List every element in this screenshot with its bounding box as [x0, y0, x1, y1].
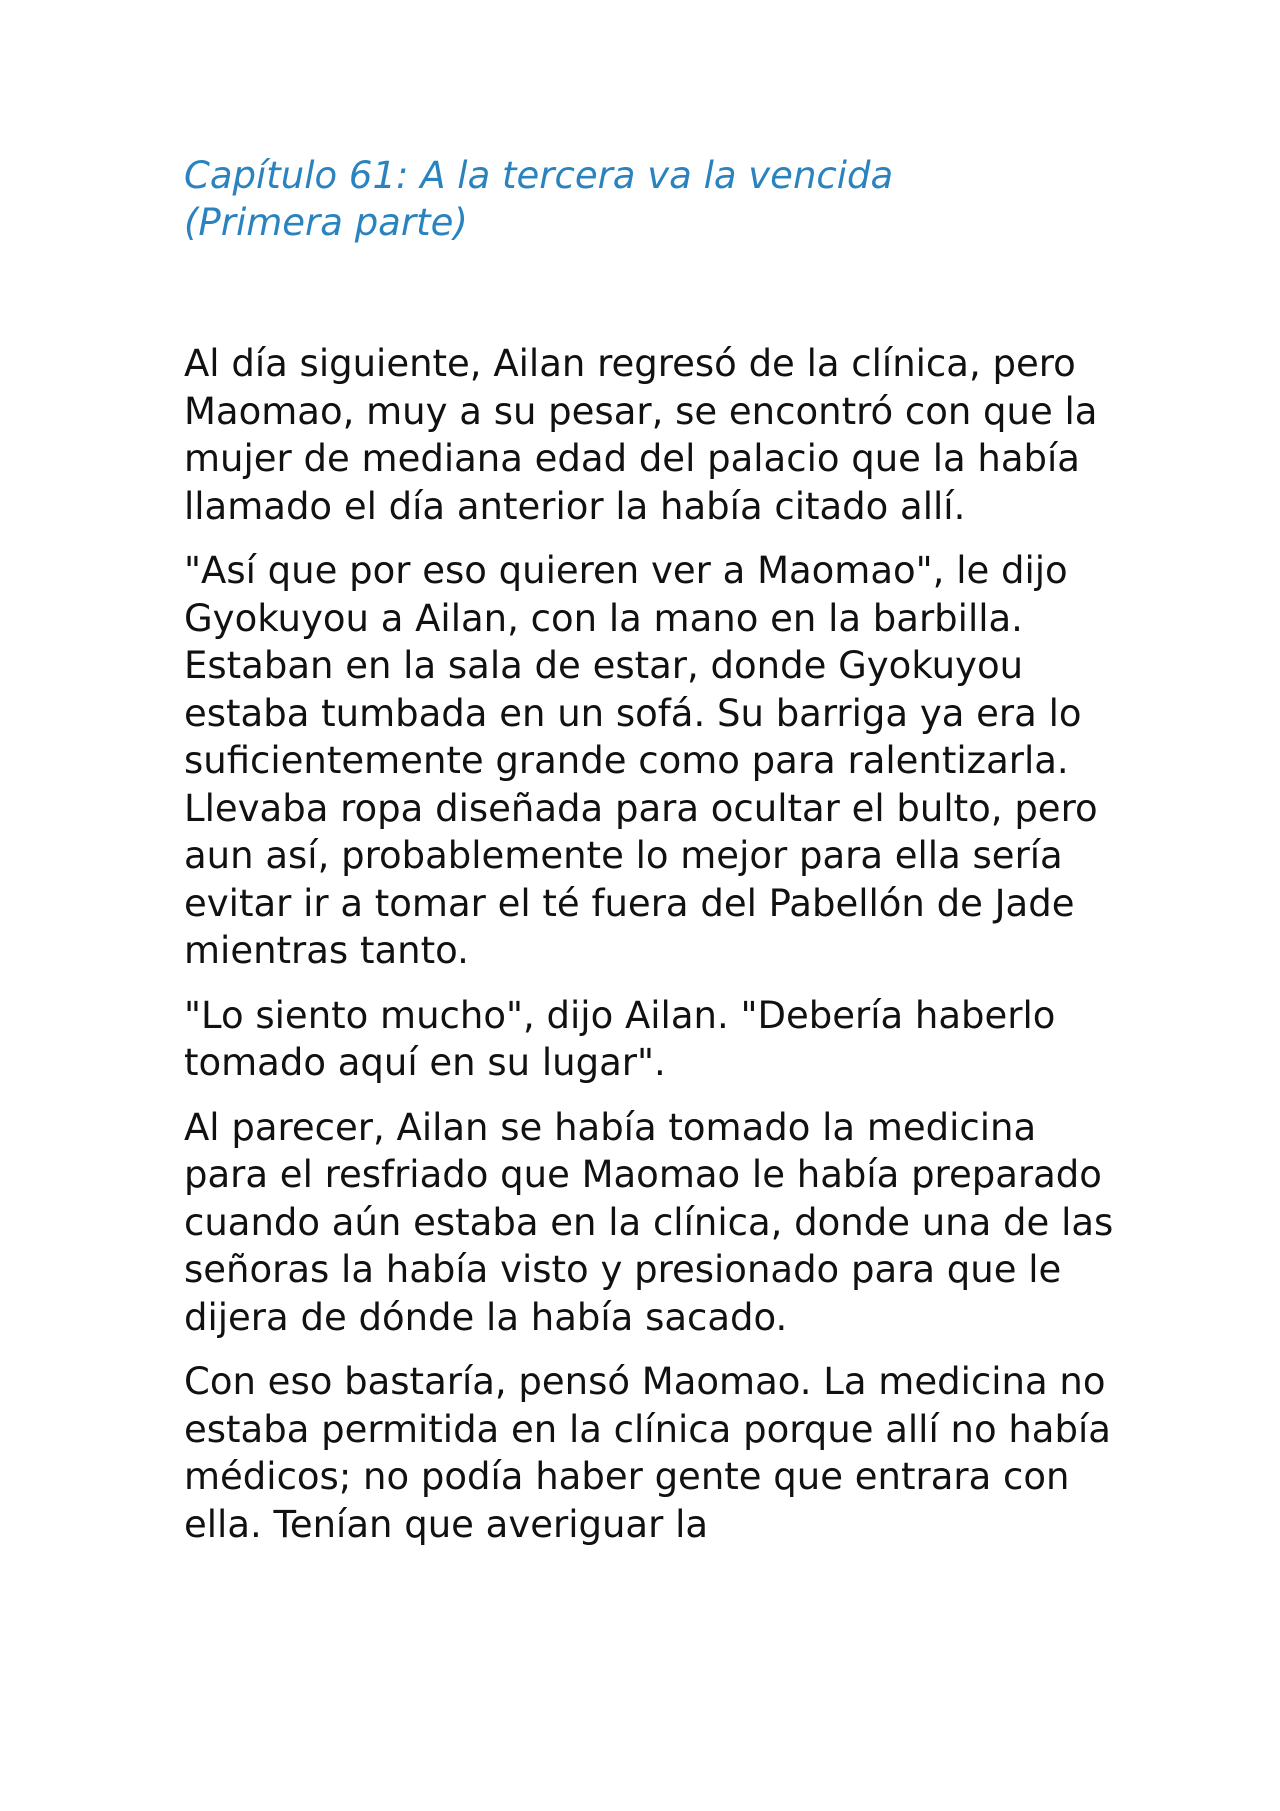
chapter-title: [184, 152, 1124, 246]
paragraph-3: "Lo siento mucho", dijo Ailan. "Debería haberlo tomado aquí en su lugar".: [184, 993, 1056, 1084]
paragraph-5: Con eso bastaría, pensó Maomao. La medicina no estaba permitida en la clínica porque allí no había médicos; no podía haber gente que entrara con ella. Tenían que averiguar la: [184, 1360, 1111, 1546]
chapter-title-line1: Capítulo 61: A la tercera va la vencida: [184, 154, 894, 197]
body-text: [184, 340, 1124, 1548]
paragraph-4: Al parecer, Ailan se había tomado la medicina para el resfriado que Maomao le había preparado cuando aún estaba en la clínica, donde una de las señoras la había visto y presionado para que le dijera de dónde la había sacado.: [184, 1105, 1114, 1339]
document-page: [184, 152, 1124, 1565]
paragraph-2: "Así que por eso quieren ver a Maomao", le dijo Gyokuyou a Ailan, con la mano en la barbilla. Estaban en la sala de estar, donde Gyokuyou estaba tumbada en un sofá. Su barriga ya era lo suficientemente grande como para ralentizarla. Llevaba ropa diseñada para ocultar el bulto, pero aun así, probablemente lo mejor para ella sería evitar ir a tomar el té fuera del Pabellón de Jade mientras tanto.: [184, 549, 1098, 972]
chapter-title-line2: (Primera parte): [184, 201, 468, 244]
paragraph-1: Al día siguiente, Ailan regresó de la clínica, pero Maomao, muy a su pesar, se encontró con que la mujer de mediana edad del palacio que la había llamado el día anterior la había citado allí.: [184, 342, 1098, 528]
